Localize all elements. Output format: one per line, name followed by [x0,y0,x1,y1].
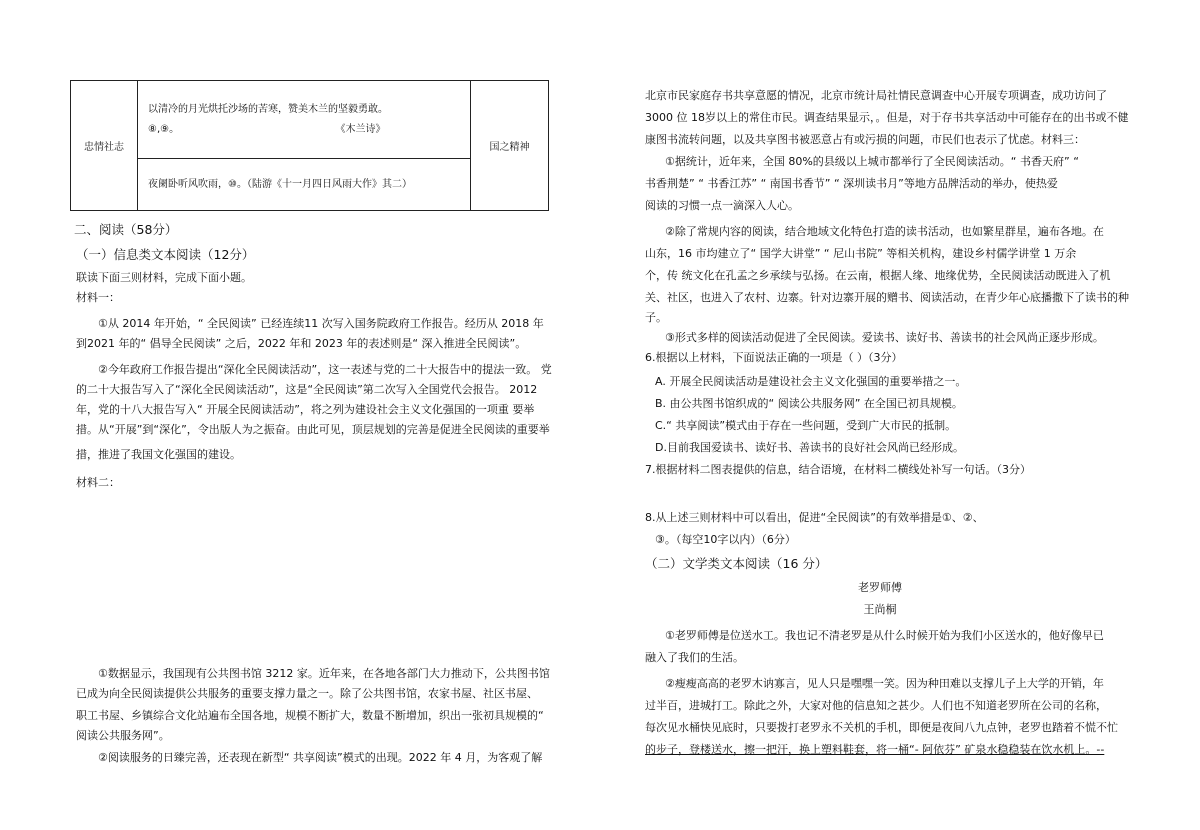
paragraph-line: 子。 [645,311,667,324]
table-left-label: 忠情社志 [71,81,138,211]
paragraph-line: 阅读的习惯一点一滴深入人心。 [645,199,799,212]
paragraph-line: 个，传 统文化在孔孟之乡承续与弘扬。在云南，根据人缘、地缘优势，全民阅读活动既进入了机 [645,269,1111,282]
paragraph-line: 北京市民家庭存书共享意愿的情况，北京市统计局社情民意调查中心开展专项调查，成功访问了 [645,89,1107,102]
subsection-2-heading: （二）文学类文本阅读（16 分） [645,556,828,571]
question-7: 7.根据材料二图表提供的信息，结合语境，在材料二横线处补写一句话。（3分） [645,463,1031,476]
paragraph-line: 措，推进了我国文化强国的建设。 [76,448,241,461]
paragraph-line: 到2021 年的“ 倡导全民阅读” 之后，2022 年和 2023 年的表述则是“ 深入推进全民阅读”。 [76,337,527,350]
paragraph-line: 阅读公共服务网”。 [76,729,170,742]
paragraph-line: ①数据显示，我国现有公共图书馆 3212 家。近年来，在各地各部门大力推动下，公共图书馆 [98,667,550,680]
paragraph-line: ②阅读服务的日臻完善，还表现在新型“ 共享阅读”模式的出现。2022 年 4 月，为客观了解 [98,751,543,764]
paragraph-line: ①老罗师傅是位送水工。我也记不清老罗是从什么时候开始为我们小区送水的，他好像早已 [665,629,1104,642]
paragraph-line: 3000 位 18岁以上的常住市民。调查结果显示，。但是，对于存书共享活动中可能存在的出书或不健 [645,111,1129,124]
poetry-table [70,80,549,211]
paragraph-line: ②今年政府工作报告提出“深化全民阅读活动”，这一表述与党的二十大报告中的提法一致。 党 [98,363,552,376]
paragraph-line: 年，党的十八大报告写入“ 开展全民阅读活动”，将之列为建设社会主义文化强国的一项重 要举 [76,403,535,416]
story-author: 王尚桐 [863,603,897,616]
paragraph-line: ②除了常规内容的阅读，结合地域文化特色打造的读书活动，也如繁星群星，遍布各地。在 [665,225,1104,238]
paragraph-line: 书香荆楚” “ 书香江苏” “ 南国书香节” “ 深圳读书月”等地方品牌活动的举办，使热爱 [645,177,1058,190]
paragraph-line: ②瘦瘦高高的老罗木讷寡言，见人只是嘿嘿一笑。因为种田难以支撑儿子上大学的开销，年 [665,677,1104,690]
table-line-2-blanks: ⑧,⑨。 [148,123,180,135]
paragraph-line: 每次见水桶快见底时，只要拨打老罗永不关机的手机，即便是夜间八九点钟，老罗也踏着不慌不忙 [645,721,1118,734]
story-title: 老罗师傅 [858,581,902,594]
table-right-label: 国之精神 [471,81,549,211]
question-6: 6.根据以上材料，下面说法正确的一项是（ ）（3分） [645,351,903,364]
table-line-2 [148,120,460,140]
material-2-label: 材料二： [76,476,120,489]
question-8: 8.从上述三则材料中可以看出，促进“全民阅读”的有效举措是①、②、 [645,511,984,524]
option-d: D.目前我国爱读书、读好书、善读书的良好社会风尚已经形成。 [655,441,964,454]
paragraph-line: 融入了我们的生活。 [645,651,744,664]
paragraph-line: 已成为向全民阅读提供公共服务的重要支撑力量之一。除了公共图书馆，农家书屋、社区书屋、 [76,687,538,700]
instruction: 联读下面三则材料，完成下面小题。 [76,271,252,284]
material-1-label: 材料一： [76,291,120,304]
paragraph-line: 过半百，进城打工。除此之外，大家对他的信息知之甚少。人们也不知道老罗所在公司的名称， [645,699,1107,712]
paragraph-line: ①据统计，近年来，全国 80%的县级以上城市都举行了全民阅读活动。“ 书香天府” “ [665,155,1079,168]
option-c: C.“ 共享阅读”模式由于存在一些问题，受到广大市民的抵制。 [655,419,957,432]
paragraph-line: 职工书屋、乡镇综合文化站遍布全国各地，规模不断扩大，数量不断增加，织出一张初具规模的“ [76,709,544,722]
paragraph-line-underlined: 的步子，登楼送水，擦一把汗，换上塑料鞋套，将一桶“- 阿依芬” 矿泉水稳稳装在饮水机上。-- [645,743,1105,756]
subsection-heading: （一）信息类文本阅读（12分） [76,247,255,262]
option-b: B. 由公共图书馆织成的“ 阅读公共服务网” 在全国已初具规模。 [655,397,963,410]
paragraph-line: 的二十大报告写入了“深化全民阅读活动”，这是“全民阅读”第二次写入全国党代会报告。 2012 [76,383,538,396]
left-column [70,80,560,764]
question-8-cont: ③。（每空10字以内）（6分） [655,533,796,546]
paragraph-line: ①从 2014 年开始，“ 全民阅读” 已经连续11 次写入国务院政府工作报告。经历从 2018 年 [98,317,544,330]
paragraph-line: ③形式多样的阅读活动促进了全民阅读。爱读书、读好书、善读书的社会风尚正逐步形成。 [665,331,1104,344]
paragraph-line: 措。从“开展”到“深化”，令出版人为之振奋。由此可见，顶层规划的完善是促进全民阅读的重要举 [76,423,550,436]
section-heading: 二、阅读（58分） [74,222,178,237]
table-cell-top [138,81,471,159]
table-cell-bottom: 夜阑卧听风吹雨，⑩。（陆游《十一月四日风雨大作》其二） [138,159,471,211]
paragraph-line: 关、社区，也进入了农村、边寨。针对边寨开展的赠书、阅读活动，在青少年心底播撒下了读书的种 [645,291,1129,304]
table-line-1: 以清冷的月光烘托沙场的苦寒，赞美木兰的坚毅勇敢。 [148,103,388,115]
option-a: A. 开展全民阅读活动是建设社会主义文化强国的重要举措之一。 [655,375,967,388]
paragraph-line: 康图书流转问题，以及共享图书被恶意占有或污损的问题，市民们也表示了忧虑。材料三： [645,133,1085,146]
paragraph-line: 山东，16 市均建立了“ 国学大讲堂” “ 尼山书院” 等相关机构，建设乡村儒学讲堂 1 万余 [645,247,1077,260]
table-line-2-source: 《木兰诗》 [335,123,386,135]
